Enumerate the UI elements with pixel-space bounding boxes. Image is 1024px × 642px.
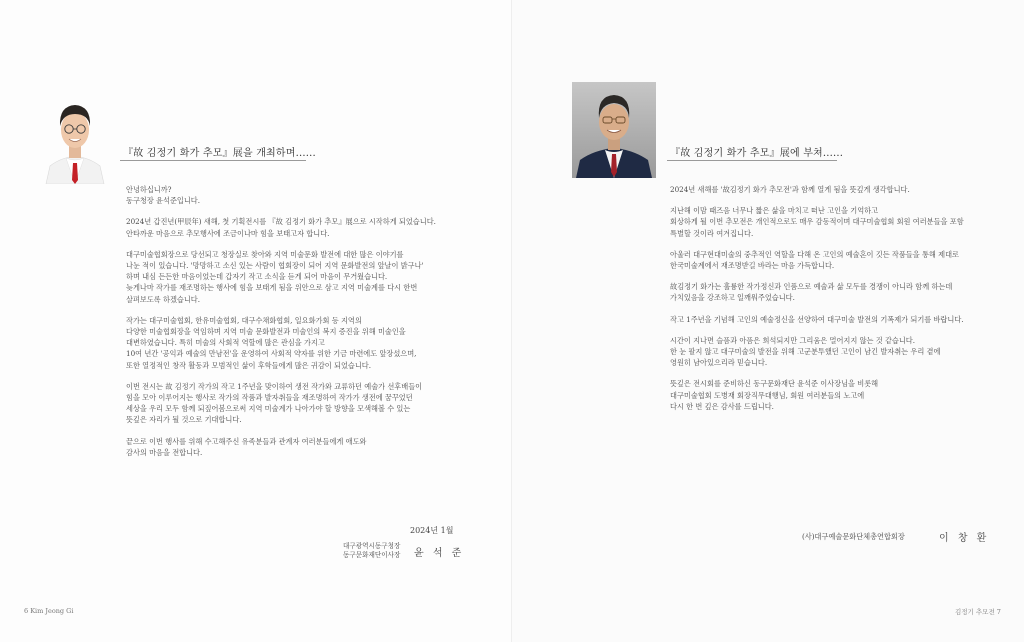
body-line: 한국미술계에서 재조명받길 바라는 마음 가득합니다. [670,261,835,271]
body-line: 아울러 대구현대미술의 중추적인 역할을 다해 온 고인의 예술혼이 깃든 작품들을 통해 제대로 [670,249,959,259]
portrait-photo-left [44,92,106,184]
right-folio: 김정기 추모전 7 [955,608,1001,616]
left-page-title: 『故 김정기 화가 추모』展을 개최하며...... [123,148,316,159]
right-body [670,184,964,422]
body-line: 동구청장 윤석준입니다. [126,196,201,206]
body-line: 세상을 우리 모두 함께 되짚어봄으로써 지역 미술계가 나아가야 할 방향을 모색해볼 수 있는 [126,404,411,414]
body-line: 뜻깊은 전시회를 준비하신 동구문화재단 윤석준 이사장님을 비롯해 [670,379,879,389]
body-line: 하며 내심 든든한 마음이었는데 갑자기 작고 소식을 듣게 되어 마음이 무거웠습니다. [126,272,388,282]
body-line: 故김정기 화가는 훌륭한 작가정신과 인품으로 예술과 삶 모두를 경쟁이 아니라 함께 하는데 [670,282,953,292]
body-line: 늦게나마 작가를 재조명하는 행사에 힘을 보태게 됨을 위안으로 삼고 지역 미술계를 다시 한번 [126,283,418,293]
left-org-line: 대구광역시동구청장 [343,542,401,550]
body-paragraph [670,335,964,369]
body-line: 또한 열정적인 창작 활동과 모범적인 삶이 후학들에게 많은 귀감이 되었습니다. [126,360,372,370]
left-org-line: 동구문화재단이사장 [343,551,401,559]
body-paragraph [126,249,436,305]
right-signature-org: (사)대구예술문화단체총연합회장 [802,532,905,541]
right-signature-name: 이 창 환 [939,533,990,544]
body-line: 작고 1주년을 기념해 고인의 예술정신을 선양하여 대구미술 발전의 기폭제가 되기를 바랍니다. [670,314,964,324]
body-line: 지난해 이맘 때즈음 너무나 짧은 삶을 마치고 떠난 고인을 기억하고 [670,206,879,216]
portrait-photo-right [572,82,656,178]
body-line: 안녕하십니까? [126,185,172,194]
body-paragraph [126,315,436,371]
body-line: 다양한 미술협회장을 역임하며 지역 미술 문화발전과 미술인의 복지 증진을 위해 미술인을 [126,327,406,337]
title-divider [667,160,837,161]
body-line: 안타까운 마음으로 추모행사에 조금이나마 힘을 보태고자 합니다. [126,228,330,238]
body-paragraph [670,378,964,412]
body-line: 대구미술협회 도병재 회장직무대행님, 회원 여러분들의 노고에 [670,390,865,400]
body-line: 영원히 남아있으리라 믿습니다. [670,358,768,368]
body-paragraph [126,216,436,238]
right-page-title: 『故 김정기 화가 추모』展에 부쳐...... [670,148,844,159]
left-date: 2024년 1월 [410,526,454,535]
body-paragraph [670,281,964,303]
body-line: 회상하게 될 이번 추모전은 개인적으로도 매우 감동적이며 대구미술협회 회원 여러분들을 포함 [670,217,964,227]
right-page [512,0,1024,642]
left-signature-org [343,542,400,560]
body-paragraph [126,381,436,426]
body-line: 다시 한 번 깊은 감사를 드립니다. [670,401,774,411]
body-line: 작가는 대구미술협회, 한유미술협회, 대구수채화협회, 일요화가회 등 지역의 [126,315,362,325]
left-folio: 6 Kim Jeong Gi [24,607,74,615]
body-line: 끝으로 이번 행사를 위해 수고해주신 유족분들과 관계자 여러분들에게 애도와 [126,436,367,446]
body-line: 나눈 적이 있습니다. '망망하고 소신 있는 사람이 협회장이 되어 지역 문화발전의 앞날이 밝구나' [126,261,424,271]
body-paragraph [670,184,964,195]
body-paragraph [670,205,964,239]
body-paragraph [126,184,436,206]
body-line: 살펴보도록 하겠습니다. [126,294,201,304]
body-line: 2024년 새해를 '故김정기 화가 추모전'과 함께 열게 됨을 뜻깊게 생각합니다. [670,185,910,194]
body-line: 이번 전시는 故 김정기 작가의 작고 1주년을 맞이하여 생전 작가와 교류하던 예술가 선후배들이 [126,381,423,391]
body-line: 한 눈 팔지 않고 대구미술의 발전을 위해 고군분투했던 고인이 남긴 발자취는 우리 곁에 [670,347,941,357]
body-paragraph [670,314,964,325]
body-line: 힘을 모아 이루어지는 행사로 작가의 작품과 발자취들을 재조명하여 작가가 생전에 꿈꾸었던 [126,393,413,403]
body-line: 특별할 것이라 여겨집니다. [670,228,754,238]
body-line: 시간이 지나면 슬픔과 아픔은 희석되지만 그리움은 멀어지지 않는 것 같습니다. [670,335,916,345]
body-paragraph [670,249,964,271]
left-body [126,184,436,468]
body-line: 2024년 갑진년(甲辰年) 새해, 첫 기획전시를 『故 김정기 화가 추모』展으로 시작하게 되었습니다. [126,217,436,227]
body-line: 가치있음을 강조하고 일깨워주었습니다. [670,293,795,303]
left-signature-name: 윤 석 준 [414,548,465,559]
body-line: 대구미술협회장으로 당선되고 청장실로 찾아와 지역 미술문화 발전에 대한 많은 이야기를 [126,249,404,259]
body-paragraph [126,436,436,458]
body-line: 대변하였습니다. 특히 미술의 사회적 역할에 많은 관심을 가지고 [126,338,325,348]
body-line: 뜻깊은 자리가 될 것으로 기대합니다. [126,415,242,425]
body-line: 10여 년간 '공익과 예술의 만남전'을 운영하여 사회적 약자를 위한 기금 마련에도 앞장섰으며, [126,349,417,359]
body-line: 감사의 마음을 전합니다. [126,447,203,457]
title-divider [120,160,306,161]
